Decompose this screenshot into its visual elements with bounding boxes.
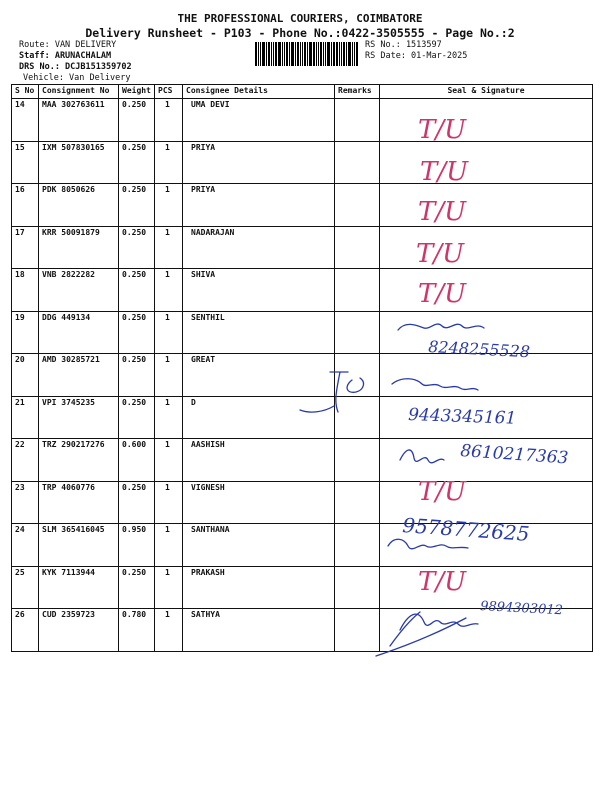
- cell-consignment: PDK 8050626: [39, 184, 119, 227]
- cell-consignee: PRIYA: [183, 141, 335, 184]
- cell-consignment: IXM 507830165: [39, 141, 119, 184]
- cell-weight: 0.250: [119, 481, 155, 524]
- cell-remarks: [335, 524, 380, 567]
- cell-pcs: 1: [155, 354, 183, 397]
- cell-sno: 23: [12, 481, 39, 524]
- table-row: [12, 566, 593, 609]
- cell-consignment: VPI 3745235: [39, 396, 119, 439]
- cell-pcs: 1: [155, 141, 183, 184]
- cell-weight: 0.250: [119, 141, 155, 184]
- runsheet-table: [11, 84, 593, 652]
- col-weight: Weight: [119, 85, 155, 99]
- cell-signature: [380, 609, 593, 652]
- tu-mark: T/U: [418, 279, 467, 309]
- cell-sno: 25: [12, 566, 39, 609]
- cell-consignment: SLM 365416045: [39, 524, 119, 567]
- phone-number-22: 8610217363: [459, 441, 569, 469]
- cell-pcs: 1: [155, 269, 183, 312]
- cell-remarks: [335, 566, 380, 609]
- company-title: THE PROFESSIONAL COURIERS, COIMBATORE: [177, 12, 423, 25]
- table-row: [12, 439, 593, 482]
- cell-remarks: [335, 269, 380, 312]
- tu-mark: T/U: [420, 157, 469, 187]
- cell-sno: 14: [12, 99, 39, 142]
- cell-consignee: SENTHIL: [183, 311, 335, 354]
- cell-pcs: 1: [155, 184, 183, 227]
- tu-mark: T/U: [418, 477, 467, 507]
- cell-signature: [380, 396, 593, 439]
- info-left: [19, 40, 132, 84]
- cell-consignment: VNB 2822282: [39, 269, 119, 312]
- cell-weight: 0.250: [119, 396, 155, 439]
- cell-pcs: 1: [155, 396, 183, 439]
- cell-sno: 16: [12, 184, 39, 227]
- tu-mark: T/U: [416, 239, 465, 269]
- cell-consignee: D: [183, 396, 335, 439]
- cell-sno: 15: [12, 141, 39, 184]
- cell-signature: [380, 269, 593, 312]
- cell-remarks: [335, 481, 380, 524]
- cell-weight: 0.250: [119, 311, 155, 354]
- cell-weight: 0.600: [119, 439, 155, 482]
- phone-number-19: 8248255528: [427, 337, 531, 362]
- table-row: [12, 184, 593, 227]
- cell-pcs: 1: [155, 99, 183, 142]
- cell-consignment: TRP 4060776: [39, 481, 119, 524]
- cell-consignee: PRAKASH: [183, 566, 335, 609]
- table-row: [12, 396, 593, 439]
- col-sno: S No: [12, 85, 39, 99]
- cell-signature: [380, 311, 593, 354]
- cell-pcs: 1: [155, 311, 183, 354]
- route-text: Route: VAN DELIVERY: [19, 40, 117, 50]
- drs-text: DRS No.: DCJB151359702: [19, 62, 132, 72]
- tu-mark: T/U: [418, 115, 467, 145]
- cell-signature: [380, 99, 593, 142]
- cell-consignee: SANTHANA: [183, 524, 335, 567]
- cell-consignee: SATHYA: [183, 609, 335, 652]
- cell-signature: [380, 524, 593, 567]
- table-row: [12, 481, 593, 524]
- table-row: [12, 311, 593, 354]
- cell-consignment: KYK 7113944: [39, 566, 119, 609]
- cell-consignee: VIGNESH: [183, 481, 335, 524]
- cell-pcs: 1: [155, 524, 183, 567]
- cell-sno: 24: [12, 524, 39, 567]
- cell-signature: [380, 566, 593, 609]
- cell-weight: 0.780: [119, 609, 155, 652]
- cell-signature: [380, 226, 593, 269]
- table-header-row: [12, 85, 593, 99]
- cell-weight: 0.250: [119, 226, 155, 269]
- phone-number-26: 9894303012: [479, 599, 564, 619]
- cell-signature: [380, 439, 593, 482]
- col-consignment: Consignment No: [39, 85, 119, 99]
- cell-pcs: 1: [155, 226, 183, 269]
- cell-sno: 26: [12, 609, 39, 652]
- cell-signature: [380, 184, 593, 227]
- cell-consignment: CUD 2359723: [39, 609, 119, 652]
- rs-date-text: RS Date: 01-Mar-2025: [365, 51, 468, 61]
- cell-remarks: [335, 184, 380, 227]
- table-row: [12, 269, 593, 312]
- cell-consignee: NADARAJAN: [183, 226, 335, 269]
- tu-mark: T/U: [418, 197, 467, 227]
- staff-text: Staff: ARUNACHALAM: [19, 51, 112, 61]
- cell-sno: 21: [12, 396, 39, 439]
- cell-remarks: [335, 396, 380, 439]
- barcode-image: [255, 42, 359, 66]
- cell-weight: 0.250: [119, 566, 155, 609]
- cell-sno: 17: [12, 226, 39, 269]
- table-row: [12, 609, 593, 652]
- cell-signature: [380, 481, 593, 524]
- cell-sno: 22: [12, 439, 39, 482]
- cell-consignment: TRZ 290217276: [39, 439, 119, 482]
- rs-no-text: RS No.: 1513597: [365, 40, 442, 50]
- col-signature: Seal & Signature: [380, 85, 593, 99]
- cell-consignment: KRR 50091879: [39, 226, 119, 269]
- cell-consignment: AMD 30285721: [39, 354, 119, 397]
- cell-pcs: 1: [155, 566, 183, 609]
- runsheet-title: Delivery Runsheet - P103 - Phone No.:0422-3505555 - Page No.:2: [85, 26, 515, 40]
- cell-pcs: 1: [155, 481, 183, 524]
- col-remarks: Remarks: [335, 85, 380, 99]
- cell-consignment: MAA 302763611: [39, 99, 119, 142]
- table-row: [12, 226, 593, 269]
- cell-sno: 18: [12, 269, 39, 312]
- phone-number-21: 9443345161: [407, 405, 517, 429]
- col-pcs: PCS: [155, 85, 183, 99]
- table-row: [12, 99, 593, 142]
- cell-consignee: GREAT: [183, 354, 335, 397]
- phone-number-24: 9578772625: [401, 513, 531, 546]
- table-row: [12, 524, 593, 567]
- cell-signature: [380, 354, 593, 397]
- cell-signature: [380, 141, 593, 184]
- cell-consignee: SHIVA: [183, 269, 335, 312]
- cell-remarks: [335, 311, 380, 354]
- table-row: [12, 141, 593, 184]
- cell-remarks: [335, 354, 380, 397]
- cell-sno: 19: [12, 311, 39, 354]
- cell-pcs: 1: [155, 439, 183, 482]
- info-right: [365, 40, 467, 62]
- cell-consignee: UMA DEVI: [183, 99, 335, 142]
- cell-sno: 20: [12, 354, 39, 397]
- cell-remarks: [335, 439, 380, 482]
- cell-remarks: [335, 99, 380, 142]
- cell-weight: 0.950: [119, 524, 155, 567]
- cell-weight: 0.250: [119, 269, 155, 312]
- cell-weight: 0.250: [119, 184, 155, 227]
- cell-consignee: AASHISH: [183, 439, 335, 482]
- vehicle-text: Vehicle: Van Delivery: [23, 73, 131, 83]
- cell-pcs: 1: [155, 609, 183, 652]
- table-row: [12, 354, 593, 397]
- cell-remarks: [335, 141, 380, 184]
- cell-remarks: [335, 609, 380, 652]
- cell-weight: 0.250: [119, 99, 155, 142]
- cell-consignment: DDG 449134: [39, 311, 119, 354]
- cell-weight: 0.250: [119, 354, 155, 397]
- cell-remarks: [335, 226, 380, 269]
- tu-mark: T/U: [418, 567, 467, 597]
- cell-consignee: PRIYA: [183, 184, 335, 227]
- col-consignee: Consignee Details: [183, 85, 335, 99]
